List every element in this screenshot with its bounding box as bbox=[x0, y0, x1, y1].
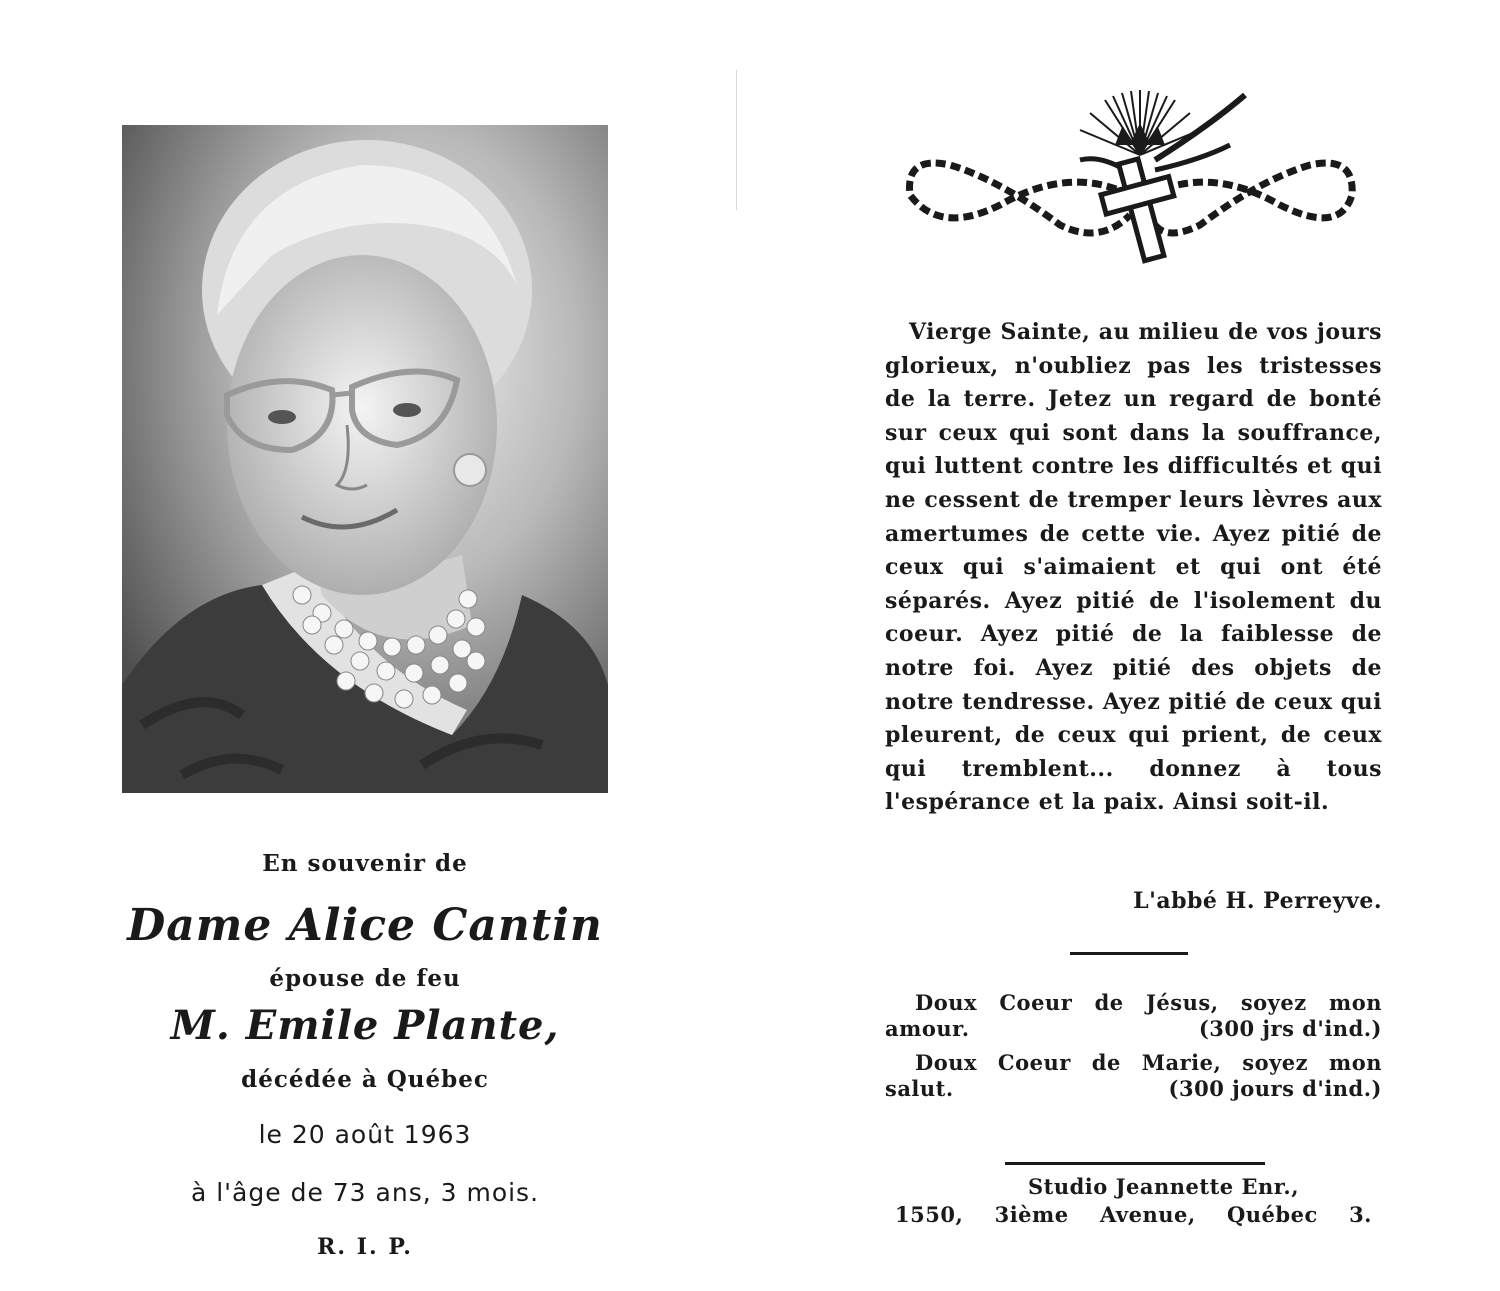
prayer-paragraph: Vierge Sainte, au milieu de vos jours glorieux, n'oubliez pas les tristesses de la terre. Jetez un regard de bonté sur ceux qui sont dans la souffrance, qui luttent contre les difficultés et qui ne cessent de tremper leurs lèvres aux amertumes de cette vie. Ayez pitié de ceux qui s'aimaient et qui ont été séparés. Ayez pitié de l'isolement du coeur. Ayez pitié de la faiblesse de notre foi. Ayez pitié des objets de notre tendresse. Ayez pitié de ceux qui pleurent, de ceux qui prient, de ceux qui tremblent... donnez à tous l'espérance et la paix. Ainsi soit-il. bbox=[885, 319, 1382, 816]
indulgence-note: (300 jours d'ind.) bbox=[1168, 1076, 1382, 1101]
fold-line bbox=[736, 70, 737, 210]
ejaculation-line: Doux Coeur de Jésus, soyez mon bbox=[915, 990, 1382, 1015]
rip-line: R. I. P. bbox=[317, 1234, 413, 1260]
ejaculation-marie bbox=[885, 1050, 1382, 1102]
ejaculation-line: Doux Coeur de Marie, soyez mon bbox=[915, 1050, 1382, 1075]
age-at-death: à l'âge de 73 ans, 3 mois. bbox=[190, 1178, 540, 1207]
ejaculation-line-2 bbox=[885, 1076, 1382, 1102]
divider-long bbox=[1005, 1162, 1265, 1165]
right-card bbox=[740, 0, 1500, 1291]
deceased-name: Dame Alice Cantin bbox=[127, 900, 603, 951]
prayer-author: L'abbé H. Perreyve. bbox=[1133, 888, 1382, 914]
husband-name: M. Emile Plante, bbox=[170, 1002, 560, 1049]
indulgence-note: (300 jrs d'ind.) bbox=[1198, 1016, 1382, 1041]
ejaculation-end-word: amour. bbox=[885, 1016, 970, 1041]
portrait-illustration bbox=[122, 125, 608, 793]
ejaculation-line-2 bbox=[885, 1016, 1382, 1042]
prayer-text bbox=[885, 316, 1382, 820]
studio-name: Studio Jeannette Enr., bbox=[1027, 1174, 1300, 1199]
left-card bbox=[0, 0, 740, 1291]
divider-short bbox=[1070, 952, 1188, 955]
ejaculation-jesus bbox=[885, 990, 1382, 1042]
rosary-cross-ornament-icon bbox=[900, 85, 1360, 265]
death-date: le 20 août 1963 bbox=[258, 1120, 472, 1149]
portrait-photo bbox=[122, 125, 608, 793]
studio-address: 1550, 3ième Avenue, Québec 3. bbox=[895, 1202, 1372, 1227]
spouse-intro: épouse de feu bbox=[269, 965, 461, 992]
souvenir-line: En souvenir de bbox=[262, 850, 468, 877]
death-place: décédée à Québec bbox=[241, 1066, 489, 1093]
ejaculation-end-word: salut. bbox=[885, 1076, 954, 1101]
